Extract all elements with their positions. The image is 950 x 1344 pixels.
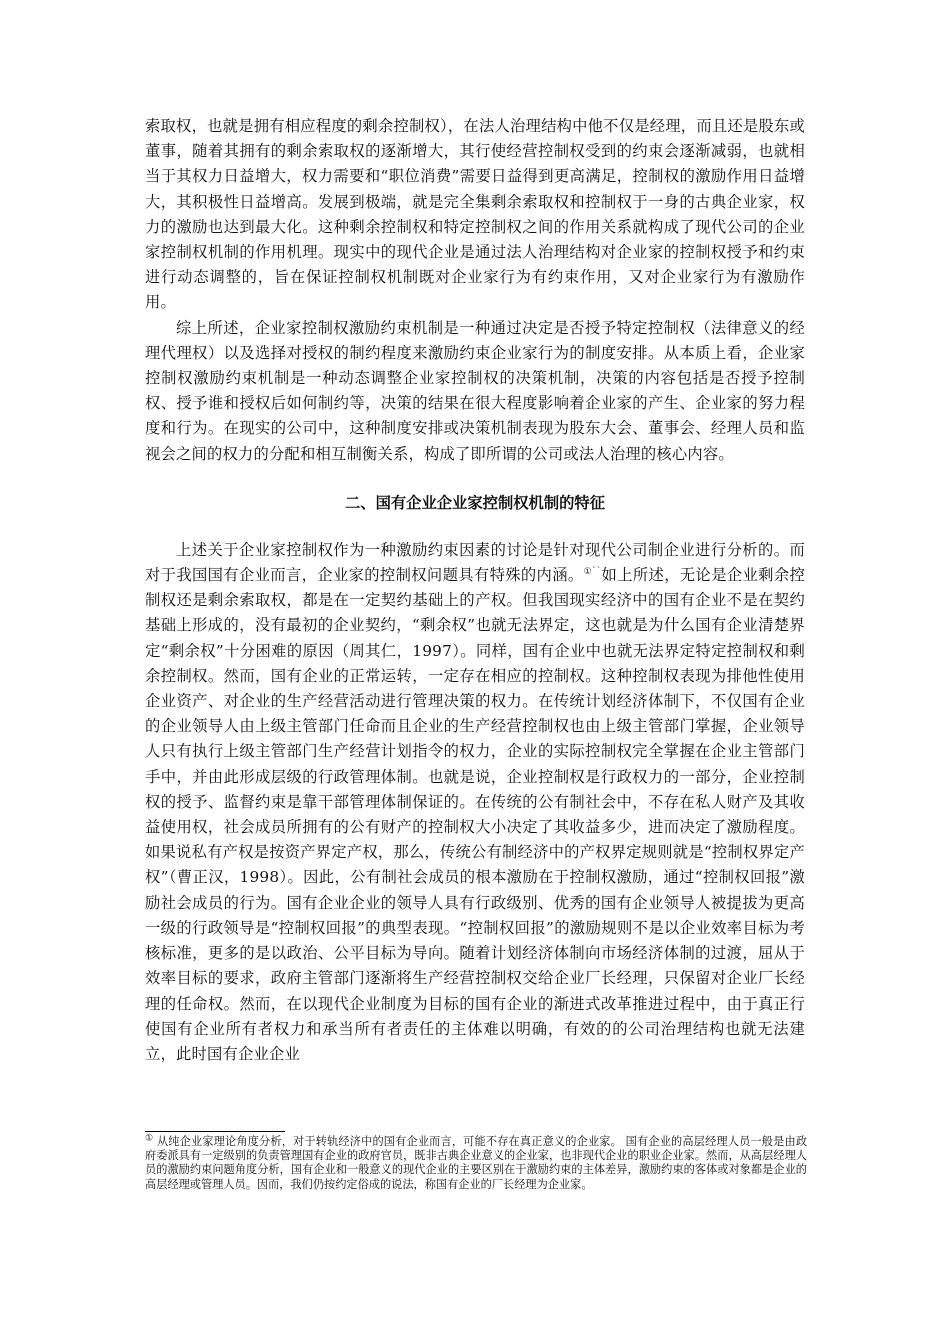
footnote-separator — [145, 1131, 285, 1132]
footnote-area — [145, 1131, 807, 1192]
body-paragraph-1: 索取权，也就是拥有相应程度的剩余控制权），在法人治理结构中他不仅是经理，而且还是股东或董事，随着其拥有的剩余索取权的逐渐增大，其行使经营控制权受到的约束会逐渐减弱，也就相当于其权力日益增大，权力需要和“职位消费”需要日益得到更高满足，控制权的激励作用日益增大，其积极性日益增高。发展到极端，就是完全集剩余索取权和控制权于一身的古典企业家，权力的激励也达到最大化。这种剩余控制权和特定控制权之间的作用关系就构成了现代公司的企业家控制权机制的作用机理。现实中的现代企业是通过法人治理结构对企业家的控制权授予和约束进行动态调整的，旨在保证控制权机制既对企业家行为有约束作用，又对企业家行为有激励作用。 — [145, 117, 805, 312]
footnote-text: 从纯企业家理论角度分析，对于转轨经济中的国有企业而言，可能不存在真正意义的企业家。 国有企业的高层经理人员一般是由政府委派具有一定级别的负责管理国有企业的政府官员，既非古典企业意义的企业家，也非现代企业的职业企业家。然而，从高层经理人员的激励约束问题角度分析，国有企业和一般意义的现代企业的主要区别在于激励约束的主体差异，激励约束的客体或对象都是企业的高层经理或管理人员。因而，我们仍按约定俗成的说法，称国有企业的厂长经理为企业家。 — [145, 1135, 808, 1191]
document-body — [145, 114, 805, 1067]
footnote-marker: ① — [145, 1133, 154, 1144]
body-paragraph-3 — [145, 538, 805, 1067]
paragraph-3-text-before-note: 上述关于企业家控制权作为一种激励约束因素的讨论是针对现代公司制企业进行分析的。而对于我国国有企业而言，企业家的控制权问题具有特殊的内涵。 — [145, 540, 805, 585]
footnote — [145, 1135, 807, 1192]
section-heading: 二、国有企业企业家控制权机制的特征 — [344, 493, 606, 512]
paragraph-3-text-after-note: 如上所述，无论是企业剩余控制权还是剩余索取权，都是在一定契约基础上的产权。但我国现实经济中的国有企业不是在契约基础上形成的，没有最初的企业契约，“剩余权”也就无法界定，这也就是为什么国有企业清楚界定“剩余权”十分困难的原因（周其仁，1997）。同样，国有企业中也就无法界定特定控制权和剩余控制权。然而，国有企业的正常运转，一定存在相应的控制权。这种控制权表现为排他性使用企业资产、对企业的生产经营活动进行管理决策的权力。在传统计划经济体制下，不仅国有企业的企业领导人由上级主管部门任命而且企业的生产经营控制权也由上级主管部门掌握，企业领导人只有执行上级主管部门生产经营计划指令的权力，企业的实际控制权完全掌握在企业主管部门手中，并由此形成层级的行政管理体制。也就是说，企业控制权是行政权力的一部分，企业控制权的授予、监督约束是靠干部管理体制保证的。在传统的公有制社会中，不存在私人财产及其收益使用权，社会成员所拥有的公有财产的控制权大小决定了其收益多少，进而决定了激励程度。如果说私有产权是按资产界定产权，那么，传统公有制经济中的产权界定规则就是“控制权界定产权”（曹正汉，1998）。因此，公有制社会成员的根本激励在于控制权激励，通过“控制权回报”激励社会成员的行为。国有企业企业的领导人具有行政级别、优秀的国有企业领导人被提拔为更高一级的行政领导是“控制权回报”的典型表现。“控制权回报”的激励规则不是以企业效率目标为考核标准，更多的是以政治、公平目标为导向。随着计划经济体制向市场经济体制的过渡，屈从于效率目标的要求，政府主管部门逐渐将生产经营控制权交给企业厂长经理，只保留对企业厂长经理的任命权。然而，在以现代企业制度为目标的国有企业的渐进式改革推进过程中，由于真正行使国有企业所有者权力和承当所有者责任的主体难以明确，有效的的公司治理结构也就无法建立，此时国有企业企业 — [145, 566, 805, 1063]
footnote-reference[interactable]: ①`` — [583, 566, 602, 577]
body-paragraph-2: 综上所述，企业家控制权激励约束机制是一种通过决定是否授予特定控制权（法律意义的经理代理权）以及选择对授权的制约程度来激励约束企业家行为的制度安排。从本质上看，企业家控制权激励约束机制是一种动态调整企业家控制权的决策机制，决策的内容包括是否授予控制权、授予谁和授权后如何制约等，决策的结果在很大程度影响着企业家的产生、企业家的努力程度和行为。在现实的公司中，这种制度安排或决策机制表现为股东大会、董事会、经理人员和监视会之间的权力的分配和相互制衡关系，构成了即所谓的公司或法人治理的核心内容。 — [145, 318, 805, 463]
